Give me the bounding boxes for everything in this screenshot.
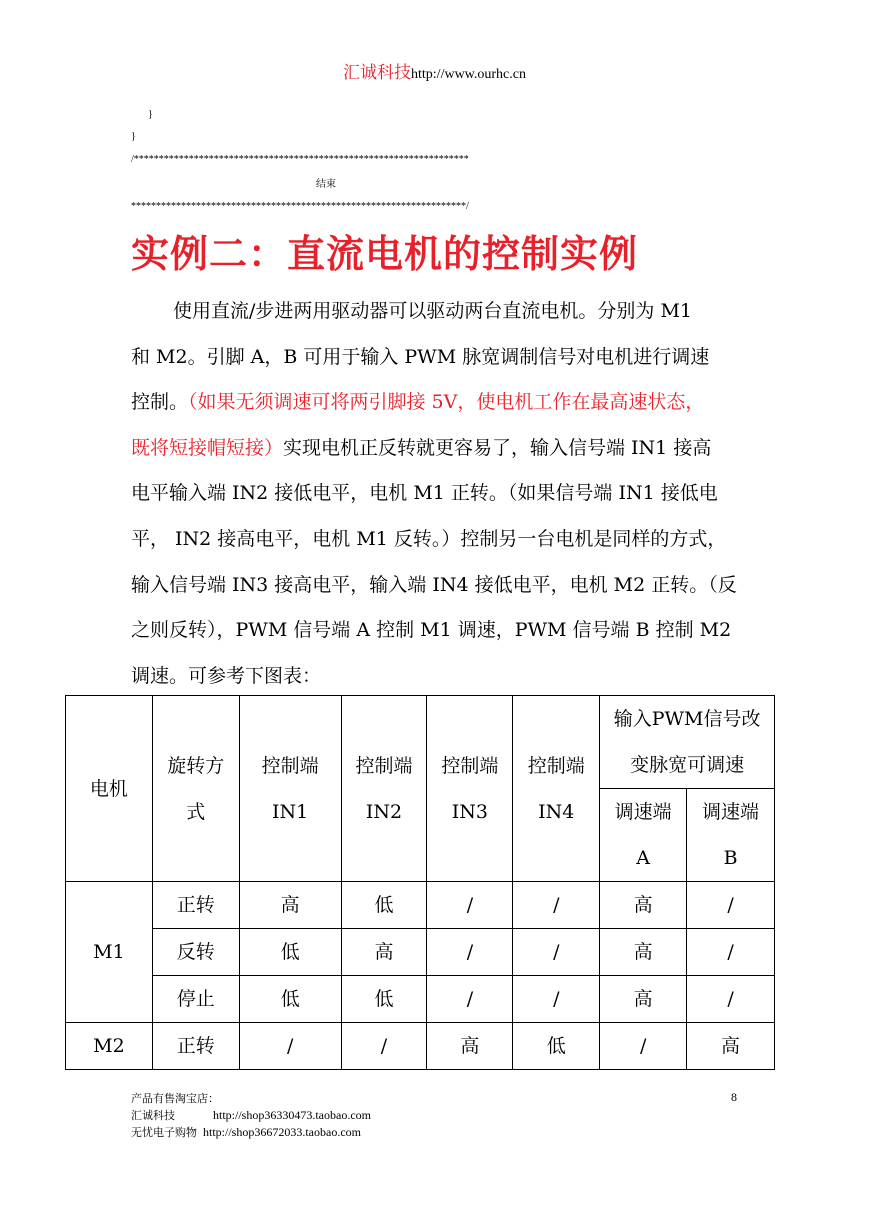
header-ctrl-label: 控制端 [261, 754, 319, 777]
paragraph-line [131, 426, 741, 472]
header-pwm-l1: 输入PWM信号改 [613, 708, 761, 730]
header-speed-a-l2: A [636, 847, 651, 869]
footer-shop-2-url[interactable]: http://shop36672033.taobao.com [203, 1125, 361, 1139]
header-in1 [239, 696, 341, 882]
table-cell: / [427, 882, 513, 929]
header-in1-label: IN1 [272, 800, 309, 823]
header-rotation-l1: 旋转方 [167, 754, 225, 777]
header-ctrl-label: 控制端 [527, 754, 585, 777]
code-line: } [148, 109, 153, 120]
header-rotation-l2: 式 [186, 800, 206, 823]
footer-label: 产品有售淘宝店： [131, 1092, 219, 1105]
motor-m1-cell: M1 [66, 882, 153, 1023]
header-motor: 电机 [66, 696, 153, 882]
footer-shop-2 [131, 1124, 371, 1141]
table-cell: / [687, 976, 775, 1023]
footer-shop-1 [131, 1107, 371, 1124]
header-url[interactable]: http://www.ourhc.cn [411, 67, 526, 82]
motor-control-table [65, 695, 775, 1070]
paragraph-line: 电平输入端 IN2 接低电平，电机 M1 正转。（如果信号端 IN1 接低电 [131, 482, 718, 505]
paragraph-line: 和 M2。引脚 A，B 可用于输入 PWM 脉宽调制信号对电机进行调速 [131, 345, 710, 368]
table-cell: 正转 [152, 882, 239, 929]
table-cell: 低 [239, 929, 341, 976]
paragraph-line [131, 380, 741, 426]
header-speed-b-l2: B [723, 847, 738, 869]
footer-shop-2-name: 无忧电子购物 [131, 1126, 197, 1139]
table-cell: 低 [239, 976, 341, 1023]
code-comment-top: /******************************************************************* [131, 154, 469, 165]
table-row [66, 882, 775, 929]
header-pwm-l2: 变脉宽可调速 [630, 754, 745, 776]
header-speed-a [600, 789, 687, 882]
table-cell: 低 [513, 1023, 600, 1070]
code-comment-bottom: *******************************************************************/ [131, 201, 469, 212]
page-footer [131, 1090, 371, 1141]
body-paragraph [131, 289, 741, 699]
table-cell: 高 [600, 976, 687, 1023]
table-cell: / [513, 976, 600, 1023]
table-cell: / [513, 929, 600, 976]
code-line: } [131, 131, 136, 142]
table-cell: 高 [341, 929, 427, 976]
table-cell: / [600, 1023, 687, 1070]
header-in4 [513, 696, 600, 882]
paragraph-text: 控制。 [131, 391, 189, 414]
table-cell: / [427, 929, 513, 976]
table-cell: 高 [600, 929, 687, 976]
header-brand: 汇诚科技 [343, 63, 412, 83]
table-cell: / [239, 1023, 341, 1070]
table-cell: / [427, 976, 513, 1023]
table-cell: 高 [427, 1023, 513, 1070]
paragraph-text: 实现电机正反转就更容易了，输入信号端 IN1 接高 [283, 436, 712, 459]
table-cell: 低 [341, 882, 427, 929]
header-in3-label: IN3 [451, 800, 488, 823]
section-title: 实例二：直流电机的控制实例 [131, 232, 639, 276]
table-cell: 高 [600, 882, 687, 929]
table-cell: 低 [341, 976, 427, 1023]
footer-shop-1-url[interactable]: http://shop36330473.taobao.com [213, 1108, 371, 1122]
table-cell: 反转 [152, 929, 239, 976]
page-header [0, 62, 869, 86]
header-in2 [341, 696, 427, 882]
paragraph-line: 之则反转），PWM 信号端 A 控制 M1 调速，PWM 信号端 B 控制 M2 [131, 619, 732, 642]
table-cell: 停止 [152, 976, 239, 1023]
table-row [66, 929, 775, 976]
footer-shop-1-name: 汇诚科技 [131, 1109, 175, 1122]
header-ctrl-label: 控制端 [355, 754, 413, 777]
table-cell: 高 [687, 1023, 775, 1070]
header-ctrl-label: 控制端 [441, 754, 499, 777]
paragraph-line: 平， IN2 接高电平，电机 M1 反转。）控制另一台电机是同样的方式， [131, 527, 727, 550]
table-cell: 正转 [152, 1023, 239, 1070]
paragraph-note-red: （如果无须调速可将两引脚接 5V，使电机工作在最高速状态， [188, 391, 705, 414]
table-row [66, 976, 775, 1023]
table-header-row [66, 696, 775, 789]
header-speed-a-l1: 调速端 [614, 801, 672, 823]
paragraph-line: 使用直流/步进两用驱动器可以驱动两台直流电机。分别为 M1 [173, 300, 692, 322]
table-cell: 高 [239, 882, 341, 929]
header-speed-b [687, 789, 775, 882]
table-row [66, 1023, 775, 1070]
header-pwm [600, 696, 775, 789]
page-number: 8 [731, 1090, 737, 1104]
table-cell: / [513, 882, 600, 929]
table-cell: / [687, 929, 775, 976]
table-cell: / [341, 1023, 427, 1070]
paragraph-note-red: 既将短接帽短接） [131, 436, 284, 459]
paragraph-line: 调速。可参考下图表： [131, 664, 322, 687]
header-rotation [152, 696, 239, 882]
header-in4-label: IN4 [538, 800, 575, 823]
header-speed-b-l1: 调速端 [702, 801, 760, 823]
header-in3 [427, 696, 513, 882]
motor-m2-cell: M2 [66, 1023, 153, 1070]
code-comment-end-label: 结束 [316, 179, 336, 190]
header-in2-label: IN2 [365, 800, 403, 823]
table-cell: / [687, 882, 775, 929]
paragraph-line: 输入信号端 IN3 接高电平，输入端 IN4 接低电平，电机 M2 正转。（反 [131, 573, 737, 596]
